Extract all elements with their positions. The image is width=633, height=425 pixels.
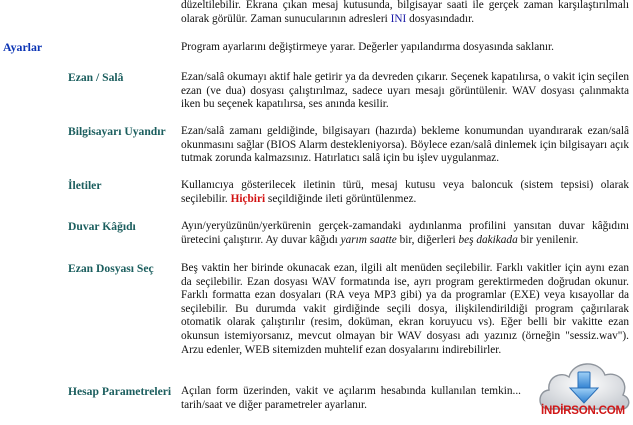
label-uyandir: Bilgisayarı Uyandır [68, 125, 166, 138]
label-hesap-parametreleri: Hesap Parametreleri [68, 385, 172, 398]
section-title-ayarlar: Ayarlar [3, 40, 43, 54]
yarim-saatte: yarım saatte [340, 233, 397, 246]
desc-uyandir: Ezan/salâ zamanı geldiğinde, bilgisayarı (hazırda) bekleme konumundan uyandırarak ezan/salâ okunmasını sağlar (BIOS Alarm destekleniyorsa). Böylece ezan/salâ dinlemek için bilgisayarı açık tutmak zorunda kalmazsınız. Hatırlatıcı salâ için bu işlev uygulanmaz. [181, 125, 629, 165]
hicbiri-highlight: Hiçbiri [230, 192, 266, 205]
watermark-text: İNDİRSON.COM [541, 405, 625, 417]
desc-hesap-parametreleri: Açılan form üzerinden, vakit ve açılarım hesabında kullanılan temkin... tarih/saat ve diğer parametreler ayarlanır. [181, 385, 521, 411]
label-ezan-sala: Ezan / Salâ [68, 71, 124, 84]
desc-ezan-dosyasi: Beş vaktin her birinde okunacak ezan, ilgili alt menüden seçilebilir. Farklı vakitler için aynı ezan da seçilebilir. Ezan dosyası WAV formatında ise, ayrı program gerektirmeden doğrudan okunur. Farklı formatta ezan dosyaları (RA veya MP3 gibi) ya da programlar (EXE) veya kısayollar da seçilebilir. Bu durumda vakit girdiğinde seçili dosya, ilişkilendirildiği program çağırılarak otomatik olarak çalıştırılır (resim, doküman, ekran koruyucu vs). Eğer belli bir vakitte ezan okunsun istemiyorsanız, mevcut olmayan bir WAV dosyası adı yazınız (örneğin "sessiz.wav"). Arzu edenler, WEB sitemizden muhtelif ezan dosyalarını indirebilirler. [181, 262, 629, 356]
desc-duvar-kagidi: Ayın/yeryüzünün/yerkürenin gerçek-zamandaki aydınlanma profilini yansıtan duvar kâğıdını üretecini çalıştırır. Ay duvar kâğıdı yarım saatte bir, diğerleri beş dakikada bir yenilenir. [181, 220, 629, 246]
intro-paragraph [181, 0, 629, 26]
desc-ezan-sala: Ezan/salâ okumayı aktif hale getirir ya da devreden çıkarır. Seçenek kapatılırsa, o vakit için seçilen ezan (ve dua) dosyası çalıştırılmaz, sadece uyarı mesajı görüntülenir. WAV dosyası çalınmakta iken bu seçenek kapatılırsa, ses anında kesilir. [181, 71, 629, 111]
ini-link[interactable]: INI [390, 12, 407, 25]
label-iletiler: İletiler [68, 179, 102, 192]
intro-text-1: düzeltilebilir. Ekrana çıkan mesaj kutusunda, bilgisayar saati ile gerçek zaman karşılaştırılmalı olarak görülür. Zaman sunucularının adresleri [181, 0, 629, 25]
desc-iletiler: Kullanıcıya gösterilecek iletinin türü, mesaj kutusu veya baloncuk (sistem tepsisi) olarak seçilebilir. Hiçbiri seçildiğinde ileti görüntülenmez. [181, 179, 629, 205]
label-ezan-dosyasi: Ezan Dosyası Seç [68, 262, 154, 275]
label-duvar-kagidi: Duvar Kâğıdı [68, 220, 136, 233]
bes-dakikada: beş dakikada [458, 233, 518, 246]
intro-text-2: dosyasındadır. [406, 12, 475, 25]
section-description: Program ayarlarını değiştirmeye yarar. Değerler yapılandırma dosyasında saklanır. [181, 41, 554, 53]
